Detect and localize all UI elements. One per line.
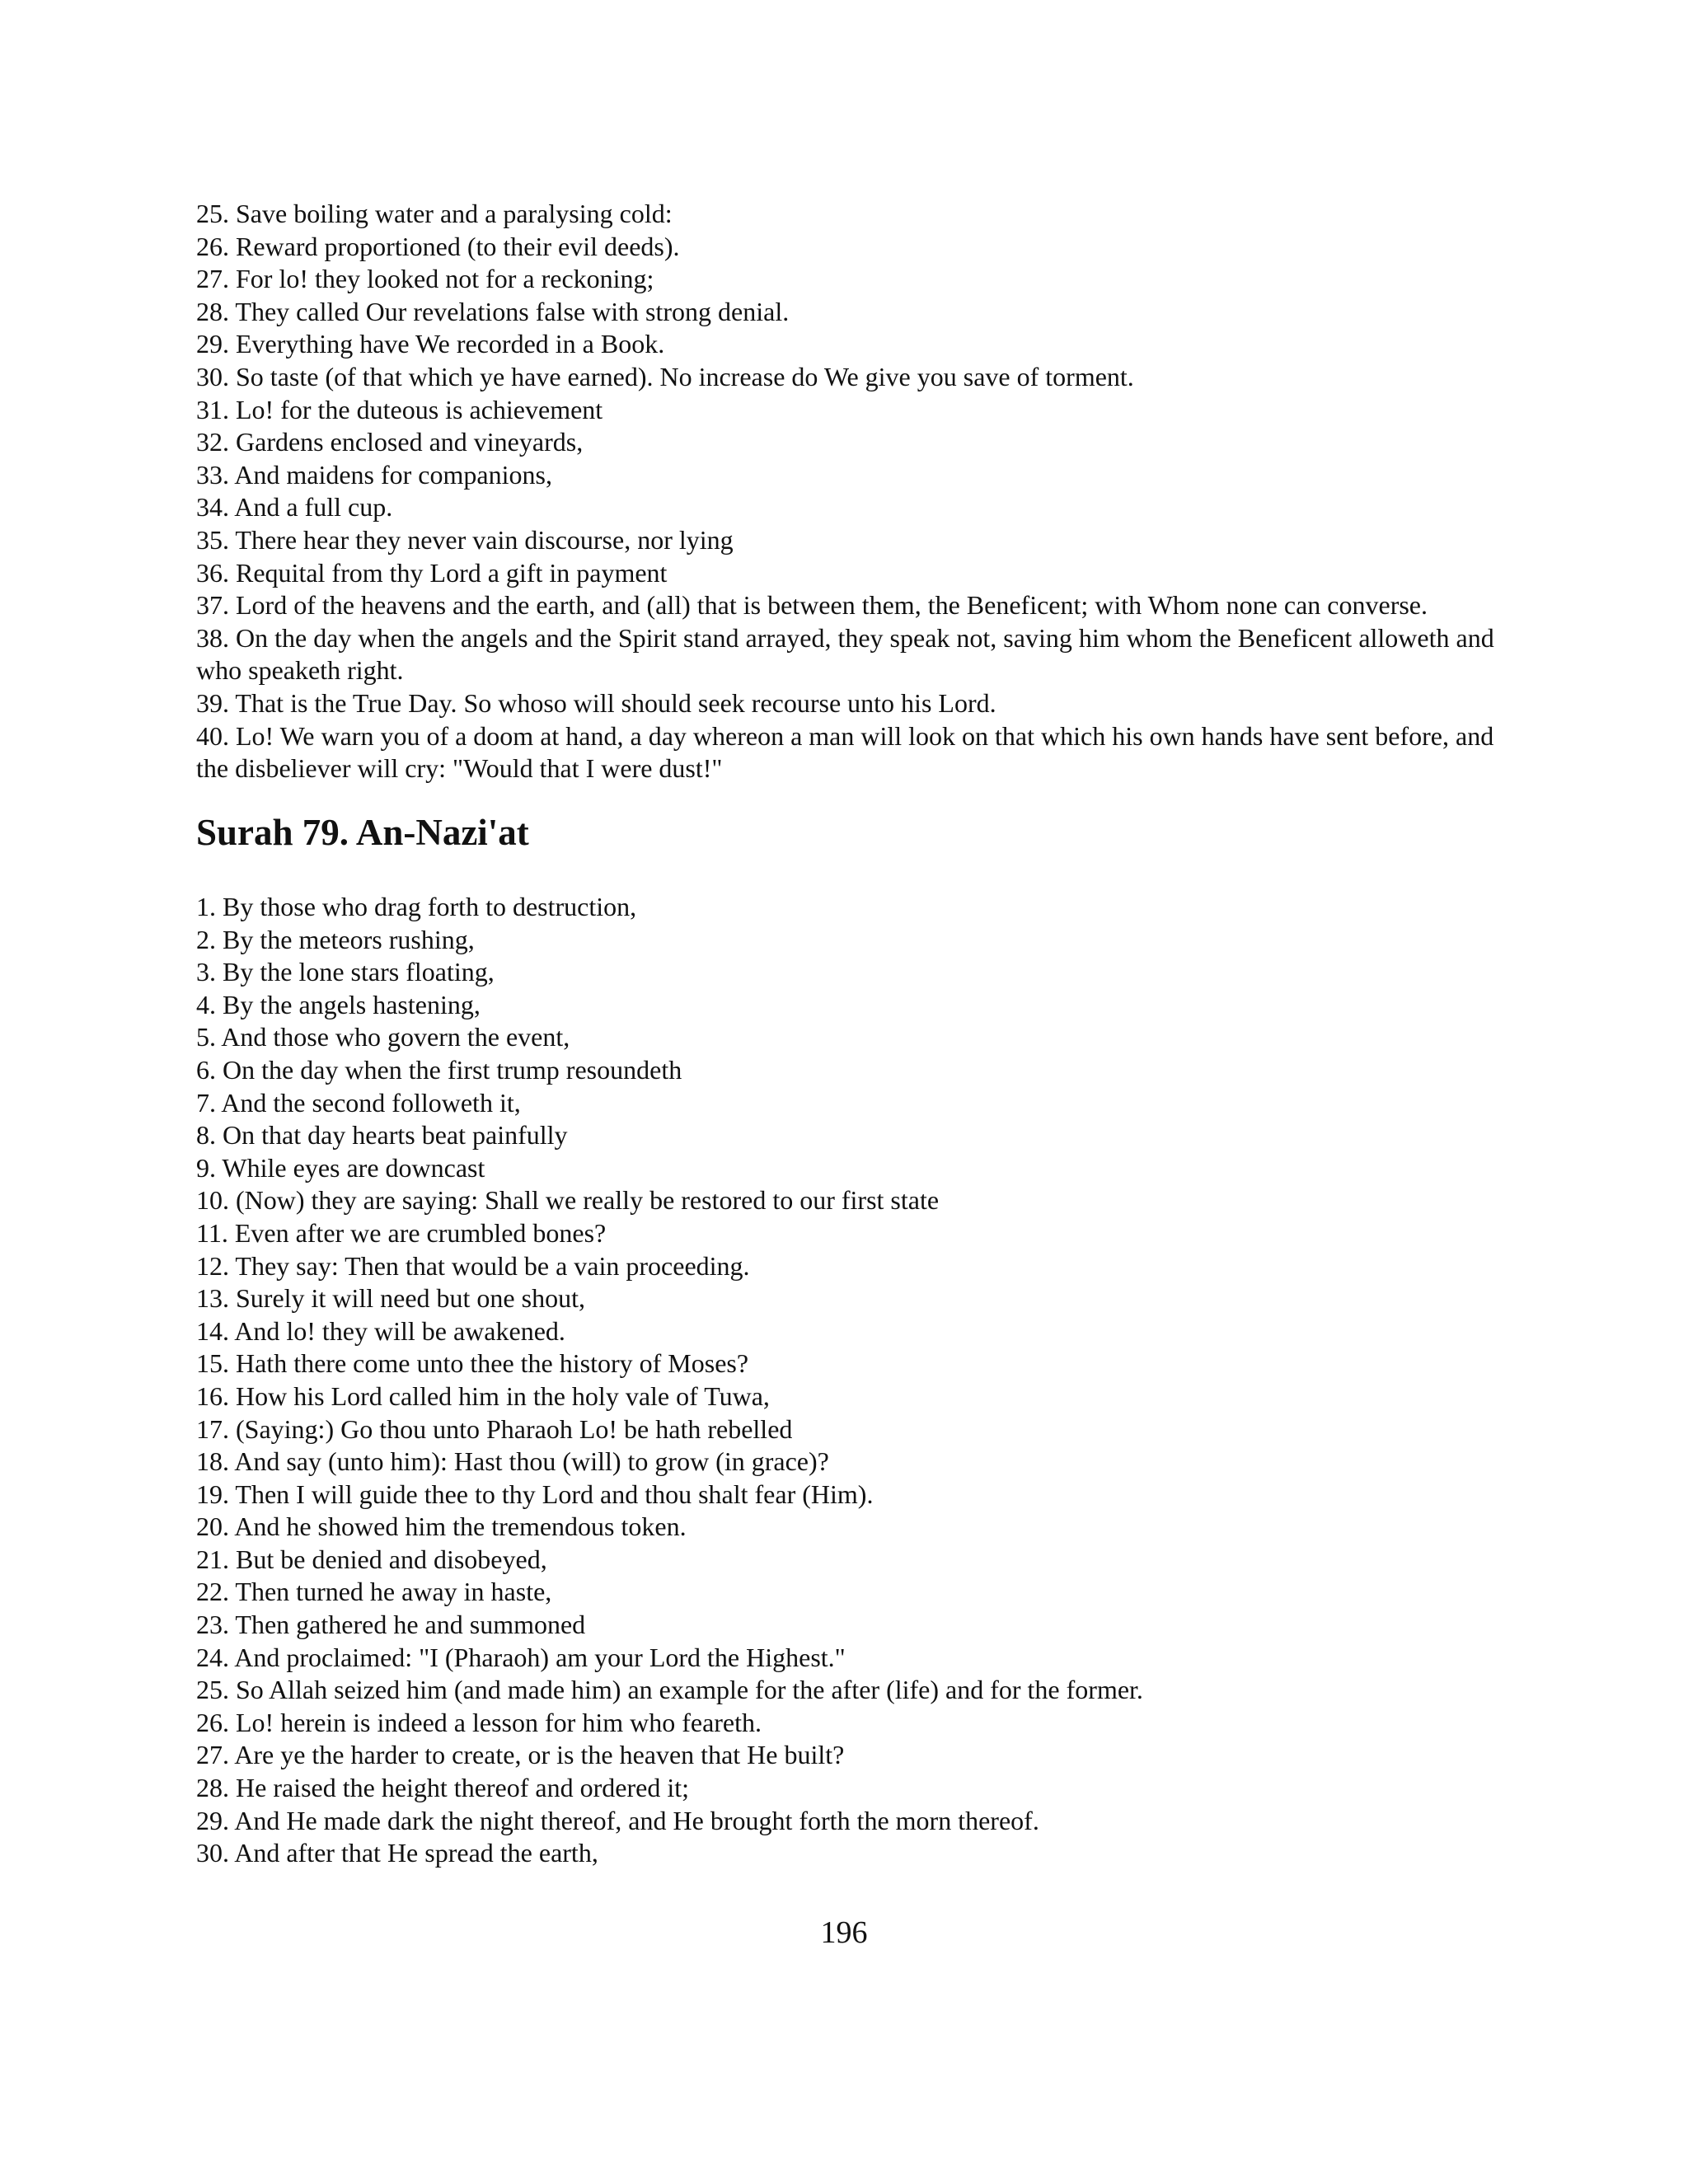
verse: 40. Lo! We warn you of a doom at hand, a day whereon a man will look on that which his own hands have sent before, and the disbeliever will cry: "Would that I were dust!" [196,720,1494,784]
verse: 13. Surely it will need but one shout, [196,1283,585,1314]
verse: 30. So taste (of that which ye have earned). No increase do We give you save of torment. [196,361,1134,391]
verse: 9. While eyes are downcast [196,1152,485,1183]
verse: 20. And he showed him the tremendous token. [196,1511,687,1542]
verse: 39. That is the True Day. So whoso will should seek recourse unto his Lord. [196,687,996,718]
verse: 1. By those who drag forth to destruction, [196,892,637,921]
verse: 31. Lo! for the duteous is achievement [196,394,603,424]
verse: 38. On the day when the angels and the Spirit stand arrayed, they speak not, saving him whom the Beneficent alloweth and who speaketh right. [196,622,1494,686]
verse: 23. Then gathered he and summoned [196,1610,586,1640]
verse: 32. Gardens enclosed and vineyards, [196,427,584,457]
verse: 7. And the second followeth it, [196,1087,521,1118]
previous-surah-verses [196,198,1515,785]
verse: 27. For lo! they looked not for a reckoning; [196,264,654,294]
verse: 29. Everything have We recorded in a Book. [196,329,665,359]
verse: 3. By the lone stars floating, [196,957,495,987]
verse: 10. (Now) they are saying: Shall we really be restored to our first state [196,1185,940,1216]
verse: 24. And proclaimed: "I (Pharaoh) am your Lord the Highest." [196,1642,846,1672]
verse: 22. Then turned he away in haste, [196,1577,552,1607]
verse: 25. So Allah seized him (and made him) an example for the after (life) and for the former. [196,1675,1143,1705]
verse: 28. They called Our revelations false with strong denial. [196,296,790,326]
verse: 17. (Saying:) Go thou unto Pharaoh Lo! be hath rebelled [196,1413,793,1444]
verse: 34. And a full cup. [196,492,393,523]
verse: 26. Reward proportioned (to their evil deeds). [196,231,680,261]
verse: 12. They say: Then that would be a vain proceeding. [196,1250,750,1281]
verse: 16. How his Lord called him in the holy vale of Tuwa, [196,1380,770,1411]
verse: 8. On that day hearts beat painfully [196,1120,568,1151]
verse: 2. By the meteors rushing, [196,924,475,954]
verse: 27. Are ye the harder to create, or is the heaven that He built? [196,1740,845,1770]
verse: 14. And lo! they will be awakened. [196,1315,565,1346]
page-number: 196 [820,1915,868,1950]
verse: 26. Lo! herein is indeed a lesson for him who feareth. [196,1707,762,1737]
verse: 37. Lord of the heavens and the earth, and (all) that is between them, the Beneficent; with Whom none can converse. [196,590,1428,621]
verse: 33. And maidens for companions, [196,459,552,490]
verse: 6. On the day when the first trump resoundeth [196,1054,682,1085]
verse: 35. There hear they never vain discourse, nor lying [196,524,734,555]
verse: 4. By the angels hastening, [196,989,481,1019]
verse: 21. But be denied and disobeyed, [196,1544,547,1574]
verse: 5. And those who govern the event, [196,1022,570,1052]
verse: 36. Requital from thy Lord a gift in payment [196,557,668,588]
surah-heading: Surah 79. An-Nazi'at [196,812,529,853]
verse: 28. He raised the height thereof and ordered it; [196,1773,689,1803]
verse: 30. And after that He spread the earth, [196,1838,598,1868]
verse: 29. And He made dark the night thereof, and He brought forth the morn thereof. [196,1805,1039,1835]
verse: 19. Then I will guide thee to thy Lord and thou shalt fear (Him). [196,1479,874,1509]
verse: 15. Hath there come unto thee the history of Moses? [196,1348,749,1379]
surah-verses [196,891,1515,1870]
verse: 18. And say (unto him): Hast thou (will) to grow (in grace)? [196,1446,829,1477]
verse: 25. Save boiling water and a paralysing cold: [196,199,673,228]
verse: 11. Even after we are crumbled bones? [196,1217,607,1248]
